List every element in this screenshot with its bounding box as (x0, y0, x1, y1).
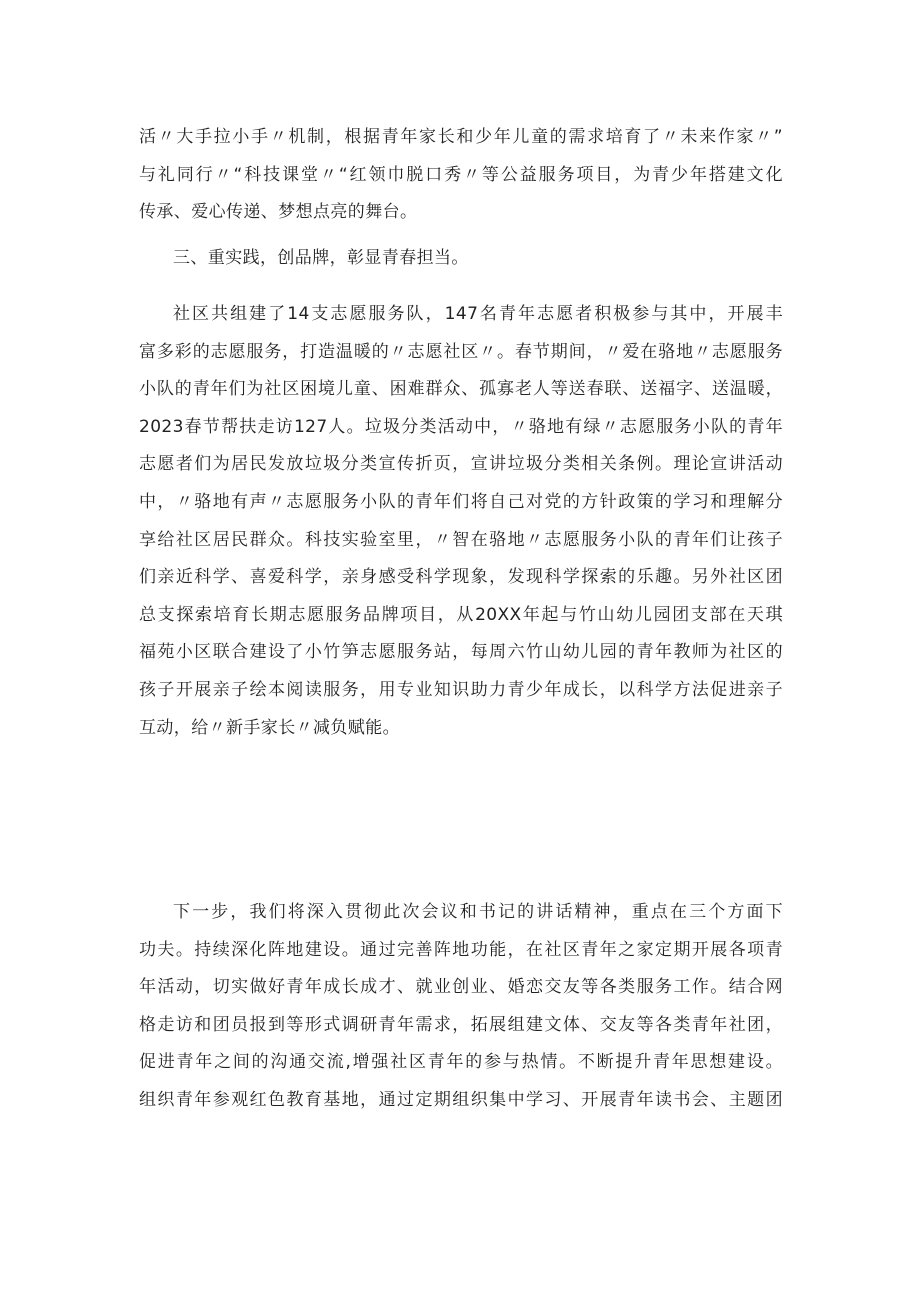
paragraph-next-steps (139, 894, 783, 1120)
text-line: 富多彩的志愿服务，打造温暖的〃志愿社区〃。春节期间，〃爱在骆地〃志愿服务 (139, 341, 783, 362)
text-line: 促进青年之间的沟通交流,增强社区青年的参与热情。不断提升青年思想建设。 (139, 1052, 783, 1073)
text-line: 互动，给〃新手家长〃减负赋能。 (139, 717, 400, 738)
section-heading (139, 240, 783, 278)
text-line: 中，〃骆地有声〃志愿服务小队的青年们将自己对党的方针政策的学习和理解分 (139, 491, 783, 512)
text-line: 年活动，切实做好青年成长成才、就业创业、婚恋交友等各类服务工作。结合网 (139, 977, 783, 998)
text-line: 们亲近科学、喜爱科学，亲身感受科学现象，发现科学探索的乐趣。另外社区团 (139, 567, 783, 588)
text-line: 志愿者们为居民发放垃圾分类宣传折页，宣讲垃圾分类相关条例。理论宣讲活动 (139, 454, 783, 475)
paragraph-continuation (139, 119, 783, 232)
text-line: 功夫。持续深化阵地建设。通过完善阵地功能，在社区青年之家定期开展各项青 (139, 939, 783, 960)
text-line: 活〃大手拉小手〃机制，根据青年家长和少年儿童的需求培育了〃未来作家〃” (139, 127, 783, 147)
text-line: 下一步，我们将深入贯彻此次会议和书记的讲话精神，重点在三个方面下 (173, 902, 783, 922)
text-line: 享给社区居民群众。科技实验室里，〃智在骆地〃志愿服务小队的青年们让孩子 (139, 529, 783, 550)
text-line: 福苑小区联合建设了小竹笋志愿服务站，每周六竹山幼儿园的青年教师为社区的 (139, 642, 783, 663)
text-line: 社区共组建了14支志愿服务队，147名青年志愿者积极参与其中，开展丰 (173, 304, 783, 324)
text-line: 总支探索培育长期志愿服务品牌项目，从20XX年起与竹山幼儿园团支部在天琪 (139, 604, 783, 625)
text-line: 孩子开展亲子绘本阅读服务，用专业知识助力青少年成长，以科学方法促进亲子 (139, 679, 783, 700)
text-line: 格走访和团员报到等形式调研青年需求，拓展组建文体、交友等各类青年社团， (139, 1014, 783, 1035)
text-line: 传承、爱心传递、梦想点亮的舞台。 (139, 202, 418, 223)
paragraph-volunteer-service (139, 296, 783, 747)
text-line: 组织青年参观红色教育基地，通过定期组织集中学习、开展青年读书会、主题团 (139, 1089, 783, 1110)
text-line: 与礼同行〃“科技课堂〃“红领巾脱口秀〃等公益服务项目，为青少年搭建文化 (139, 164, 783, 185)
text-line: 小队的青年们为社区困境儿童、困难群众、孤寡老人等送春联、送福字、送温暖， (139, 379, 783, 400)
heading-text: 三、重实践，创品牌，彰显青春担当。 (173, 248, 469, 268)
text-line: 2023春节帮扶走访127人。垃圾分类活动中，〃骆地有绿〃志愿服务小队的青年 (139, 416, 783, 437)
